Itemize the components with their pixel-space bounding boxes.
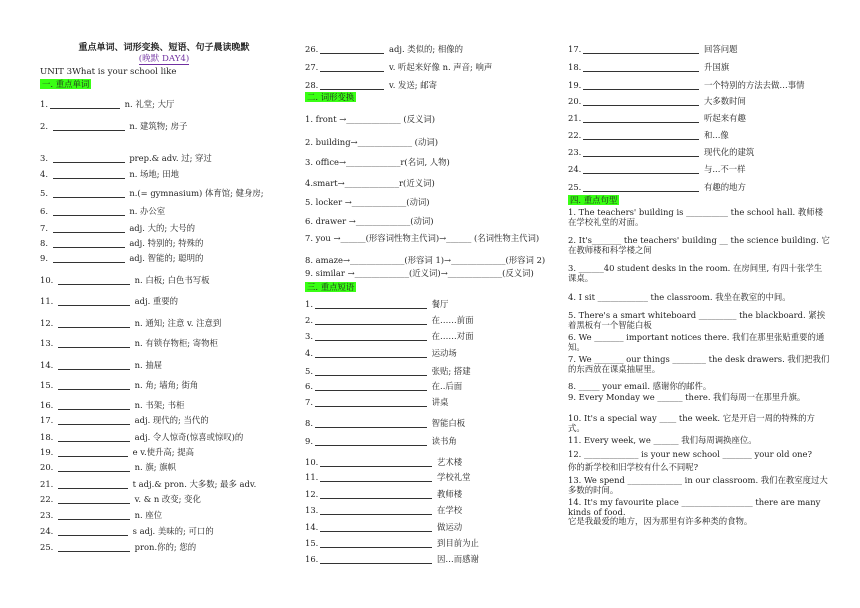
item-text: adj. 大的; 大号的 [126, 223, 195, 233]
answer-blank [320, 522, 432, 532]
item-text: adj. 现代的; 当代的 [131, 415, 209, 425]
item-text: 与...不一样 [701, 164, 746, 174]
section-heading-forms [305, 92, 356, 102]
answer-blank [320, 505, 432, 515]
item-number: 10. [305, 457, 319, 467]
answer-blank [58, 338, 130, 348]
item-text: n. 通知; 注意 v. 注意到 [131, 318, 222, 328]
item-number: 8. [305, 418, 313, 428]
word-item [40, 99, 174, 109]
item-number: 3. [40, 153, 51, 163]
item-number: 1. [40, 99, 48, 109]
answer-blank [50, 99, 120, 109]
word-item [40, 447, 194, 457]
answer-blank [53, 253, 125, 263]
phrase-item [305, 505, 462, 515]
item-number: 21. [40, 479, 56, 489]
item-text: prep.& adv. 过; 穿过 [126, 153, 212, 163]
answer-blank [320, 489, 432, 499]
item-text: n.(= gymnasium) 体育馆; 健身房; [126, 188, 264, 198]
answer-blank [583, 62, 699, 72]
answer-blank [583, 113, 699, 123]
answer-blank [583, 130, 699, 140]
sentence-item: 6. We _______ important notices there. 我们在那里张贴重要的通知。 [568, 332, 825, 352]
answer-blank [53, 153, 125, 163]
phrase-item [568, 96, 746, 106]
item-text: 运动场 [429, 348, 457, 358]
answer-blank [320, 80, 384, 90]
item-text: e v.使升高; 提高 [129, 447, 195, 457]
sentence-item: 9. Every Monday we ______ there. 我们每周一在那里升旗。 [568, 392, 806, 402]
sentence-item: 5. There's a smart whiteboard _________ the blackboard. 紧挨着黑板有一个智能白板 [568, 310, 826, 330]
item-text: n. 抽屉 [131, 360, 163, 370]
item-text: adj. 令人惊奇(惊喜或惊叹)的 [131, 432, 244, 442]
item-number: 19. [568, 80, 582, 90]
phrase-item [305, 381, 462, 391]
answer-blank [315, 315, 427, 325]
sentence-item: 12. _____________ is your new school _______ your old one? [568, 449, 812, 459]
word-item [305, 80, 437, 90]
word-form-item: 1. front →_____________ (反义词) [305, 114, 435, 124]
item-number: 3. [305, 331, 313, 341]
word-form-item: 3. office→_____________r(名词, 人物) [305, 157, 450, 167]
item-number: 27. [305, 62, 319, 72]
item-text: 读书角 [429, 436, 457, 446]
item-text: adj. 重要的 [131, 296, 179, 306]
item-text: 升国旗 [701, 62, 730, 72]
item-number: 19. [40, 447, 56, 457]
item-text: 学校礼堂 [434, 472, 471, 482]
word-item [40, 223, 195, 233]
item-number: 24. [568, 164, 582, 174]
item-number: 20. [568, 96, 582, 106]
item-number: 7. [305, 397, 313, 407]
item-text: n. 旗; 旗帜 [131, 462, 176, 472]
item-text: 现代化的建筑 [701, 147, 755, 157]
item-number: 24. [40, 526, 56, 536]
word-item [40, 206, 165, 216]
item-text: n. 礼堂; 大厅 [122, 99, 175, 109]
word-item [40, 121, 187, 131]
item-number: 12. [305, 489, 319, 499]
item-text: v. 发送; 邮寄 [386, 80, 438, 90]
item-number: 22. [40, 494, 56, 504]
word-item [40, 318, 221, 328]
phrase-item [305, 366, 471, 376]
answer-blank [320, 44, 384, 54]
item-number: 23. [568, 147, 582, 157]
word-item [40, 542, 196, 552]
phrase-item [568, 164, 745, 174]
answer-blank [315, 348, 427, 358]
item-number: 4. [305, 348, 313, 358]
item-text: n. 书架; 书柜 [131, 400, 185, 410]
item-text: pron.你的; 您的 [131, 542, 197, 552]
sentence-item: 11. Every week, we ______ 我们每周调换座位。 [568, 435, 757, 445]
item-number: 23. [40, 510, 56, 520]
word-item [305, 62, 492, 72]
answer-blank [58, 275, 130, 285]
answer-blank [58, 432, 130, 442]
word-form-item: 6. drawer →_____________(动词) [305, 216, 434, 226]
item-number: 15. [40, 380, 56, 390]
word-item [40, 526, 214, 536]
section-label: 一. 重点单词 [42, 79, 90, 89]
answer-blank [320, 472, 432, 482]
item-number: 25. [568, 182, 582, 192]
worksheet-subtitle: (晚默 DAY4) [138, 54, 190, 64]
answer-blank [58, 447, 128, 457]
answer-blank [58, 400, 130, 410]
item-number: 2. [305, 315, 313, 325]
item-text: 回答问题 [701, 44, 738, 54]
item-text: 做运动 [434, 522, 463, 532]
answer-blank [583, 147, 699, 157]
answer-blank [315, 381, 427, 391]
item-number: 6. [305, 381, 313, 391]
phrase-item [568, 182, 746, 192]
item-number: 18. [40, 432, 56, 442]
item-number: 10. [40, 275, 56, 285]
item-text: 听起来有趣 [701, 113, 746, 123]
item-text: n. 角; 墙角; 街角 [131, 380, 199, 390]
item-number: 8. [40, 238, 51, 248]
item-number: 4. [40, 169, 51, 179]
answer-blank [58, 510, 130, 520]
item-text: 在……前面 [429, 315, 474, 325]
word-item [40, 188, 264, 198]
item-number: 15. [305, 538, 319, 548]
phrase-item [305, 418, 465, 428]
item-number: 7. [40, 223, 51, 233]
item-number: 9. [305, 436, 313, 446]
word-item [40, 238, 203, 248]
item-number: 13. [305, 505, 319, 515]
item-text: 和...像 [701, 130, 729, 140]
word-item [40, 253, 203, 263]
word-item [40, 432, 243, 442]
answer-blank [58, 318, 130, 328]
answer-blank [58, 296, 130, 306]
item-text: n. 场地; 田地 [126, 169, 180, 179]
answer-blank [583, 80, 699, 90]
word-item [40, 360, 162, 370]
word-item [40, 338, 218, 348]
item-number: 2. [40, 121, 51, 131]
answer-blank [58, 415, 130, 425]
item-text: 在学校 [434, 505, 463, 515]
answer-blank [53, 238, 125, 248]
answer-blank [583, 182, 699, 192]
item-text: 教师楼 [434, 489, 463, 499]
item-number: 5. [40, 188, 51, 198]
item-text: 在……对面 [429, 331, 474, 341]
answer-blank [53, 223, 125, 233]
item-number: 12. [40, 318, 56, 328]
word-item [40, 494, 201, 504]
phrase-item [305, 397, 448, 407]
sentence-item: 你的新学校和旧学校有什么不同呢? [568, 462, 699, 472]
answer-blank [583, 44, 699, 54]
answer-blank [583, 164, 699, 174]
word-form-item: 8. amaze→_____________(形容词 1)→_____________(形容词 2) [305, 255, 546, 265]
section-heading-words [40, 79, 91, 89]
sentence-item: 1. The teachers' building is __________ the school hall. 教师楼在学校礼堂的对面。 [568, 207, 823, 227]
answer-blank [58, 380, 130, 390]
phrase-item [305, 554, 479, 564]
item-number: 11. [40, 296, 56, 306]
phrase-item [568, 147, 754, 157]
sentence-item: 10. It's a special way ____ the week. 它是开启一周的特殊的方式。 [568, 413, 815, 433]
word-item [40, 400, 184, 410]
item-text: v. 听起来好像 n. 声音; 响声 [386, 62, 493, 72]
word-item [40, 479, 256, 489]
phrase-item [305, 348, 457, 358]
phrase-item [305, 522, 462, 532]
item-text: v. & n 改变; 变化 [131, 494, 201, 504]
word-form-item: 5. locker →_____________(动词) [305, 197, 430, 207]
phrase-item [305, 436, 457, 446]
word-item [40, 275, 209, 285]
answer-blank [58, 526, 128, 536]
phrase-item [305, 299, 448, 309]
item-text: 在..后面 [429, 381, 463, 391]
item-number: 16. [40, 400, 56, 410]
item-text: n. 座位 [131, 510, 163, 520]
item-text: 一个特别的方法去做…事情 [701, 80, 805, 90]
section-heading-sentences [568, 195, 619, 205]
word-item [40, 510, 162, 520]
answer-blank [320, 538, 432, 548]
item-number: 14. [40, 360, 56, 370]
phrase-item [305, 331, 474, 341]
item-text: 有趣的地方 [701, 182, 746, 192]
section-label: 四. 重点句型 [570, 195, 618, 205]
item-text: n. 建筑物; 房子 [126, 121, 188, 131]
answer-blank [58, 542, 130, 552]
word-form-item: 2. building→_____________ (动词) [305, 137, 438, 147]
sentence-item: 2. It's_______ the teachers' building __ the science building. 它在教师楼和科学楼之间 [568, 235, 830, 255]
item-number: 6. [40, 206, 51, 216]
sentence-item: 3. ______40 student desks in the room. 在房间里, 有四十张学生课桌。 [568, 263, 823, 283]
item-text: n. 办公室 [126, 206, 166, 216]
phrase-item [568, 130, 729, 140]
sentence-item: 7. We _______ our things ________ the desk drawers. 我们把我们的东西放在课桌抽屉里。 [568, 354, 830, 374]
answer-blank [58, 462, 130, 472]
answer-blank [53, 188, 125, 198]
phrase-item [305, 538, 479, 548]
word-item [40, 415, 209, 425]
item-text: adj. 智能的; 聪明的 [126, 253, 204, 263]
item-number: 21. [568, 113, 582, 123]
phrase-item [305, 472, 471, 482]
word-item [305, 44, 463, 54]
sentence-item: 8. _____ your email. 感谢你的邮件。 [568, 381, 712, 391]
unit-heading: UNIT 3What is your school like [40, 67, 177, 77]
sentence-item: 4. I sit ____________ the classroom. 我坐在教室的中间。 [568, 292, 791, 302]
item-number: 22. [568, 130, 582, 140]
phrase-item [305, 315, 474, 325]
item-text: 大多数时间 [701, 96, 746, 106]
phrase-item [568, 113, 746, 123]
sentence-item: 13. We spend _____________ in our classroom. 我们在教室度过大多数的时间。 [568, 475, 828, 495]
item-number: 28. [305, 80, 319, 90]
answer-blank [315, 397, 427, 407]
section-label: 三. 重点短语 [307, 282, 355, 292]
item-text: 餐厅 [429, 299, 449, 309]
item-text: 讲桌 [429, 397, 449, 407]
item-number: 13. [40, 338, 56, 348]
item-text: adj. 特别的; 特殊的 [126, 238, 204, 248]
item-text: 到目前为止 [434, 538, 479, 548]
answer-blank [58, 360, 130, 370]
item-number: 20. [40, 462, 56, 472]
sentence-item: 它是我最爱的地方，因为那里有许多种类的食物。 [568, 516, 753, 526]
item-text: t adj.& pron. 大多数; 最多 adv. [129, 479, 257, 489]
word-form-item: 9. similar →_____________(近义词)→_____________(反义词) [305, 268, 534, 278]
phrase-item [568, 44, 738, 54]
word-form-item: 7. you →______(形容词性物主代词)→______ (名词性物主代词) [305, 233, 540, 243]
item-number: 26. [305, 44, 319, 54]
item-text: 智能白板 [429, 418, 466, 428]
answer-blank [58, 494, 130, 504]
item-number: 25. [40, 542, 56, 552]
answer-blank [320, 62, 384, 72]
item-text: s adj. 美味的; 可口的 [129, 526, 214, 536]
phrase-item [568, 80, 805, 90]
word-item [40, 462, 176, 472]
answer-blank [315, 436, 427, 446]
answer-blank [53, 169, 125, 179]
worksheet-title: 重点单词、词形变换、短语、句子晨读晚默 [78, 43, 250, 53]
item-text: 艺术楼 [434, 457, 463, 467]
word-item [40, 153, 212, 163]
phrase-item [568, 62, 729, 72]
item-number: 11. [305, 472, 319, 482]
item-text: n. 白板; 白色书写板 [131, 275, 210, 285]
sentence-item: 14. It's my favourite place _________________ there are many kinds of food. [568, 497, 821, 517]
item-number: 9. [40, 253, 51, 263]
item-text: n. 有锁存物柜; 寄物柜 [131, 338, 218, 348]
item-text: adj. 类似的; 相像的 [386, 44, 463, 54]
item-number: 5. [305, 366, 313, 376]
answer-blank [315, 299, 427, 309]
answer-blank [58, 479, 128, 489]
word-item [40, 380, 198, 390]
answer-blank [320, 554, 432, 564]
phrase-item [305, 489, 462, 499]
item-number: 18. [568, 62, 582, 72]
answer-blank [315, 418, 427, 428]
answer-blank [53, 121, 125, 131]
item-text: 张贴; 搭建 [429, 366, 471, 376]
item-number: 17. [568, 44, 582, 54]
item-number: 14. [305, 522, 319, 532]
item-number: 17. [40, 415, 56, 425]
phrase-item [305, 457, 462, 467]
answer-blank [315, 331, 427, 341]
answer-blank [53, 206, 125, 216]
item-number: 1. [305, 299, 313, 309]
answer-blank [320, 457, 432, 467]
answer-blank [315, 366, 427, 376]
word-item [40, 296, 178, 306]
item-number: 16. [305, 554, 319, 564]
section-heading-phrases [305, 282, 356, 292]
word-form-item: 4.smart→_____________r(近义词) [305, 178, 435, 188]
section-label: 二. 词形变换 [307, 92, 355, 102]
item-text: 因…而感谢 [434, 554, 479, 564]
word-item [40, 169, 179, 179]
answer-blank [583, 96, 699, 106]
